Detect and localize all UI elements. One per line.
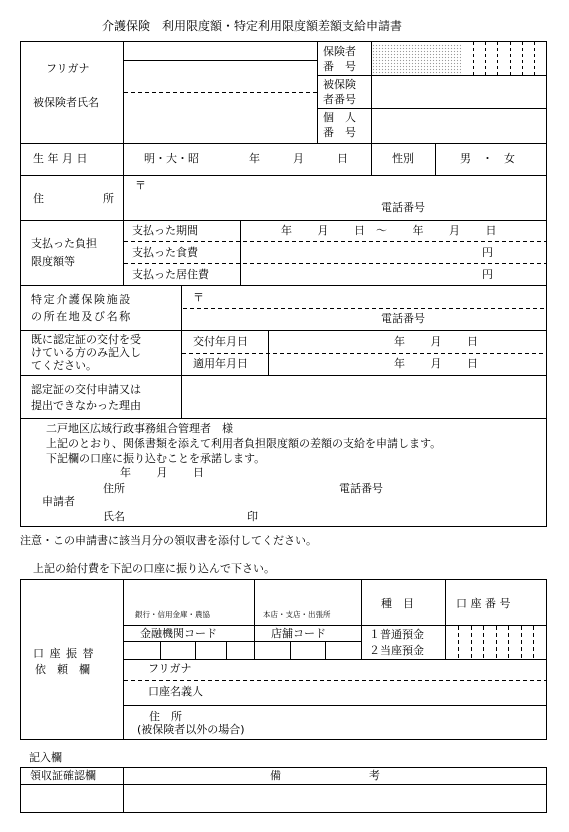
- shaded-cell: [372, 44, 461, 75]
- housing-yen: 円: [482, 268, 493, 281]
- branch-types: 本店・支店・出張所: [263, 610, 331, 619]
- type-header: 種 目: [381, 597, 414, 610]
- address-label: 住: [33, 192, 44, 205]
- birth-day: 日: [337, 152, 348, 165]
- certificate-label-2: けている方のみ記入し: [31, 346, 141, 359]
- insurer-no-label-2: 番 号: [323, 60, 356, 73]
- birth-year: 年: [249, 152, 260, 165]
- housing-label: 支払った居住費: [132, 268, 209, 281]
- form-title: 介護保険 利用限度額・特定利用限度額差額支給申請書: [102, 19, 403, 33]
- issue-date-label: 交付年月日: [193, 335, 248, 348]
- insured-no-label: 被保険: [323, 78, 356, 91]
- birth-month: 月: [293, 152, 304, 165]
- insured-no-label-2: 者番号: [323, 93, 356, 106]
- entry-heading: 記入欄: [29, 751, 62, 764]
- type-ordinary: １普通預金: [369, 628, 424, 641]
- account-furigana-label: フリガナ: [148, 662, 192, 675]
- insurer-no-label: 保険者: [323, 45, 356, 58]
- branch-code-label: 店舗コード: [271, 627, 326, 640]
- declaration-line-1: 上記のとおり、関係書類を添えて利用者負担限度額の差額の支給を申請します。: [46, 437, 442, 450]
- facility-postal-mark: 〒: [193, 291, 204, 304]
- sex-options: 男 ・ 女: [460, 152, 515, 165]
- receipt-check-label: 領収証確認欄: [30, 769, 96, 782]
- paid-label: 支払った負担: [31, 237, 97, 250]
- reason-label-2: 提出できなかった理由: [31, 399, 141, 412]
- postal-mark: 〒: [135, 179, 146, 192]
- type-checking: ２当座預金: [369, 644, 424, 657]
- reason-label: 認定証の交付申請又は: [31, 383, 141, 396]
- address-phone-label: 電話番号: [381, 201, 425, 214]
- institution-types: 銀行・信用金庫・農協: [135, 610, 210, 619]
- applicant-label: 申請者: [42, 495, 75, 508]
- furigana-label: フリガナ: [46, 62, 90, 75]
- applicant-address-label: 住所: [103, 482, 125, 495]
- addressee: 二戸地区広域行政事務組合管理者 様: [46, 422, 233, 435]
- application-date: 年 月 日: [120, 466, 204, 479]
- declaration-line-2: 下記欄の口座に振り込むことを承諾します。: [46, 452, 266, 465]
- meal-yen: 円: [482, 246, 493, 259]
- insured-name-label: 被保険者氏名: [33, 96, 99, 109]
- applicant-name-label: 氏名: [103, 510, 125, 523]
- period-dates: 年 月 日 ～ 年 月 日: [281, 224, 497, 237]
- applicant-phone-label: 電話番号: [339, 482, 383, 495]
- meal-label: 支払った食費: [132, 246, 198, 259]
- remarks-label: 備 考: [270, 769, 380, 782]
- personal-no-label-2: 番 号: [323, 126, 356, 139]
- account-no-header: 口 座 番 号: [456, 597, 511, 610]
- birth-label: 生 年 月 日: [33, 152, 88, 165]
- apply-date: 年 月 日: [394, 357, 478, 370]
- holder-address-note: (被保険者以外の場合): [137, 723, 245, 736]
- bank-section-label: 口 座 振 替: [33, 647, 95, 660]
- facility-label-2: の所在地及び名称: [31, 310, 132, 323]
- account-holder-label: 口座名義人: [148, 685, 203, 698]
- sex-label: 性別: [392, 152, 414, 165]
- bank-section-label-2: 依 頼 欄: [35, 663, 90, 676]
- birth-era: 明・大・昭: [144, 152, 199, 165]
- attachment-note: 注意・この申請書に該当月分の領収書を添付してください。: [20, 534, 317, 547]
- apply-date-label: 適用年月日: [193, 357, 248, 370]
- period-label: 支払った期間: [132, 224, 198, 237]
- holder-address-label: 住 所: [149, 710, 182, 723]
- seal-mark: 印: [247, 510, 258, 523]
- facility-label: 特定介護保険施設: [31, 293, 132, 306]
- address-label-2: 所: [103, 192, 114, 205]
- paid-label-2: 限度額等: [31, 255, 75, 268]
- transfer-instruction: 上記の給付費を下記の口座に振り込んで下さい。: [33, 562, 275, 575]
- certificate-label-3: てください。: [31, 359, 97, 372]
- certificate-label: 既に認定証の交付を受: [31, 333, 141, 346]
- personal-no-label: 個 人: [323, 111, 356, 124]
- facility-phone-label: 電話番号: [381, 312, 425, 325]
- institution-code-label: 金融機関コード: [140, 627, 217, 640]
- issue-date: 年 月 日: [394, 335, 478, 348]
